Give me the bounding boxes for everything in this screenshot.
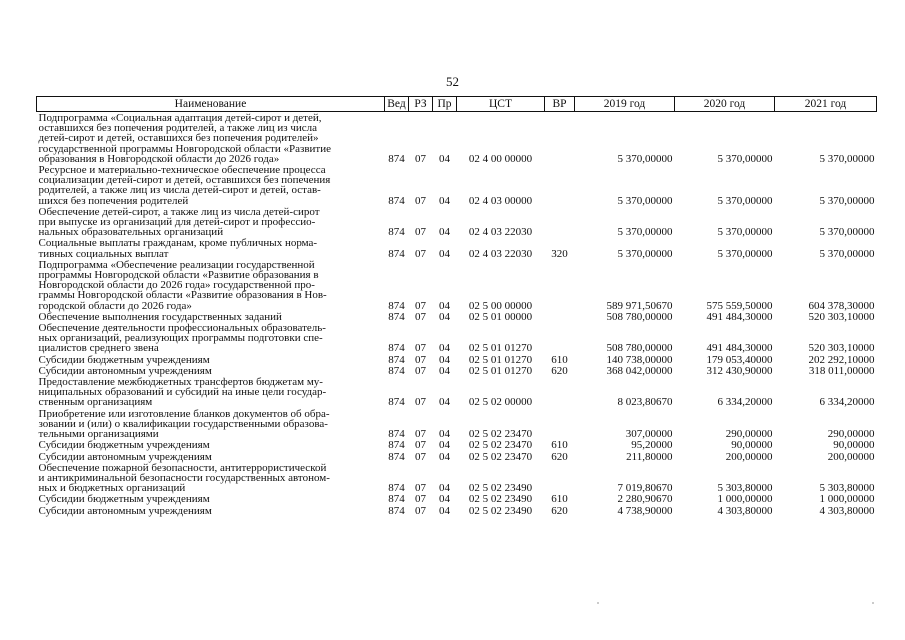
cell-2020: 5 303,80000	[717, 482, 773, 495]
cell-2021: 200,00000	[827, 450, 875, 463]
cell-2020: 5 370,00000	[717, 226, 773, 239]
header-vr: ВР	[545, 97, 575, 112]
page-number: 52	[446, 74, 459, 89]
cell-2020: 5 370,00000	[717, 194, 773, 207]
cell-cst: 02 4 03 22030	[468, 247, 533, 260]
cell-2019: 2 280,90670	[617, 493, 673, 506]
table-row	[37, 206, 877, 238]
cell-name	[37, 206, 385, 238]
cell-rz: 07	[415, 299, 426, 312]
cell-cst: 02 5 02 23490	[468, 493, 533, 506]
cell-rz: 07	[415, 353, 426, 366]
cell-2019: 5 370,00000	[617, 247, 673, 260]
cell-name-line: ственным организациям	[38, 396, 153, 409]
table-row	[37, 112, 877, 165]
cell-name	[37, 354, 385, 365]
cell-rz: 07	[415, 482, 426, 495]
cell-ved: 874	[388, 428, 405, 441]
cell-pr: 04	[439, 439, 450, 452]
cell-2019: 5 370,00000	[617, 194, 673, 207]
cell-name-line: Ресурсное и материально-техническое обеспечение процесса	[38, 164, 326, 177]
cell-cst: 02 5 01 01270	[468, 364, 533, 377]
cell-ved: 874	[388, 226, 405, 239]
cell-2021: 90,00000	[833, 439, 875, 452]
table-row	[37, 462, 877, 494]
cell-pr: 04	[439, 247, 450, 260]
cell-name-line: городской области до 2026 года»	[38, 299, 192, 312]
cell-name-line: Субсидии бюджетным учреждениям	[38, 439, 210, 452]
cell-pr: 04	[439, 342, 450, 355]
cell-vr: 610	[551, 353, 568, 366]
cell-vr	[545, 164, 575, 206]
cell-pr: 04	[439, 226, 450, 239]
cell-name-line: Субсидии автономным учреждениям	[38, 504, 212, 517]
cell-name-line: Субсидии бюджетным учреждениям	[38, 353, 210, 366]
cell-cst: 02 5 02 23470	[468, 450, 533, 463]
cell-rz: 07	[415, 342, 426, 355]
cell-vr	[545, 311, 575, 322]
cell-cst: 02 5 01 01270	[468, 353, 533, 366]
cell-cst: 02 5 01 01270	[468, 342, 533, 355]
budget-table	[36, 96, 877, 516]
cell-name	[37, 259, 385, 311]
cell-pr: 04	[439, 353, 450, 366]
cell-name-line: Приобретение или изготовление бланков документов об обра-	[38, 407, 330, 420]
cell-vr	[545, 462, 575, 494]
cell-name-line: граммы Новгородской области «Развитие образования в Нов-	[38, 289, 327, 302]
cell-pr: 04	[439, 364, 450, 377]
cell-name-line: шихся без попечения родителей	[38, 194, 189, 207]
cell-name	[37, 505, 385, 516]
cell-2020: 6 334,20000	[717, 396, 773, 409]
cell-rz: 07	[415, 439, 426, 452]
cell-name-line: Подпрограмма «Социальная адаптация детей-сирот и детей,	[38, 112, 322, 124]
cell-name-line: нальных образовательных организаций	[38, 226, 224, 239]
table-row	[37, 451, 877, 462]
cell-ved: 874	[388, 439, 405, 452]
cell-cst: 02 4 00 00000	[468, 152, 533, 165]
cell-cst: 02 5 02 00000	[468, 396, 533, 409]
cell-name	[37, 322, 385, 354]
cell-ved: 874	[388, 364, 405, 377]
cell-ved: 874	[388, 152, 405, 165]
cell-name	[37, 462, 385, 494]
cell-name-line: ных и бюджетных организаций	[38, 482, 186, 495]
cell-ved: 874	[388, 247, 405, 260]
cell-rz: 07	[415, 504, 426, 517]
cell-2019: 307,00000	[625, 428, 673, 441]
cell-name-line: Субсидии бюджетным учреждениям	[38, 493, 210, 506]
cell-name-line: образования в Новгородской области до 2026 года»	[38, 152, 280, 165]
cell-rz: 07	[415, 396, 426, 409]
scan-speck	[597, 602, 599, 604]
cell-2021: 202 292,10000	[808, 353, 875, 366]
cell-pr: 04	[439, 310, 450, 323]
cell-vr: 610	[551, 493, 568, 506]
cell-rz: 07	[415, 226, 426, 239]
cell-2019: 140 738,00000	[606, 353, 673, 366]
cell-2021: 520 303,10000	[808, 310, 875, 323]
cell-cst: 02 5 00 00000	[468, 299, 533, 312]
cell-name-line: Субсидии автономным учреждениям	[38, 450, 212, 463]
cell-name-line: родителей, а также лиц из числа детей-сирот и детей, остав-	[38, 184, 321, 197]
cell-rz: 07	[415, 428, 426, 441]
cell-2020: 5 370,00000	[717, 247, 773, 260]
cell-name	[37, 493, 385, 504]
cell-2020: 90,00000	[731, 439, 773, 452]
cell-vr: 620	[551, 504, 568, 517]
cell-pr: 04	[439, 194, 450, 207]
cell-vr: 620	[551, 450, 568, 463]
cell-vr: 320	[551, 247, 568, 260]
cell-2019: 95,20000	[631, 439, 673, 452]
cell-2021: 4 303,80000	[819, 504, 875, 517]
cell-pr: 04	[439, 396, 450, 409]
header-cst: ЦСТ	[457, 97, 545, 112]
cell-rz: 07	[415, 364, 426, 377]
cell-2020: 491 484,30000	[706, 342, 773, 355]
cell-cst: 02 5 01 00000	[468, 310, 533, 323]
cell-pr: 04	[439, 504, 450, 517]
cell-rz: 07	[415, 152, 426, 165]
table-row	[37, 259, 877, 311]
cell-2021: 6 334,20000	[819, 396, 875, 409]
cell-2019: 4 738,90000	[617, 504, 673, 517]
cell-name	[37, 439, 385, 450]
header-pr: Пр	[433, 97, 457, 112]
cell-vr	[545, 408, 575, 440]
cell-name-line: государственной программы Новгородской области «Развитие	[38, 142, 331, 155]
cell-ved: 874	[388, 299, 405, 312]
cell-2019: 589 971,50670	[606, 299, 673, 312]
cell-name-line: циалистов среднего звена	[38, 342, 159, 355]
cell-name	[37, 451, 385, 462]
cell-2019: 508 780,00000	[606, 342, 673, 355]
cell-2021: 520 303,10000	[808, 342, 875, 355]
cell-2019: 508 780,00000	[606, 310, 673, 323]
cell-2020: 491 484,30000	[706, 310, 773, 323]
table-row	[37, 505, 877, 516]
cell-rz: 07	[415, 194, 426, 207]
cell-ved: 874	[388, 482, 405, 495]
cell-pr: 04	[439, 493, 450, 506]
cell-ved: 874	[388, 342, 405, 355]
cell-name	[37, 311, 385, 322]
header-ved: Вед	[385, 97, 409, 112]
cell-2020: 575 559,50000	[706, 299, 773, 312]
cell-2021: 5 370,00000	[819, 152, 875, 165]
cell-name-line: детей-сирот и детей, оставшихся без попечения родителей»	[38, 132, 319, 145]
cell-ved: 874	[388, 310, 405, 323]
cell-2020: 290,00000	[725, 428, 773, 441]
cell-2019: 5 370,00000	[617, 152, 673, 165]
cell-2021: 1 000,00000	[819, 493, 875, 506]
cell-2020: 4 303,80000	[717, 504, 773, 517]
cell-2021: 604 378,30000	[808, 299, 875, 312]
cell-name-line: тивных социальных выплат	[38, 247, 169, 260]
cell-name-line: оставшихся без попечения родителей, а также лиц из числа	[38, 122, 318, 135]
cell-vr: 610	[551, 439, 568, 452]
cell-2021: 290,00000	[827, 428, 875, 441]
table-row	[37, 365, 877, 376]
cell-ved: 874	[388, 194, 405, 207]
cell-rz: 07	[415, 247, 426, 260]
header-2019: 2019 год	[575, 97, 675, 112]
cell-2019: 8 023,80670	[617, 396, 673, 409]
cell-cst: 02 4 03 00000	[468, 194, 533, 207]
cell-name-line: ных организаций, реализующих программы подготовки спе-	[38, 332, 323, 345]
cell-ved: 874	[388, 353, 405, 366]
cell-2019: 211,80000	[626, 450, 673, 463]
cell-ved: 874	[388, 504, 405, 517]
table-body	[37, 112, 877, 516]
header-name: Наименование	[37, 97, 385, 112]
cell-2019: 368 042,00000	[606, 364, 673, 377]
cell-name-line: Предоставление межбюджетных трансфертов бюджетам му-	[38, 376, 323, 389]
cell-rz: 07	[415, 450, 426, 463]
table-header-row	[37, 97, 877, 112]
cell-name-line: Обеспечение деятельности профессиональных образователь-	[38, 322, 326, 335]
cell-ved: 874	[388, 450, 405, 463]
cell-name-line: Подпрограмма «Обеспечение реализации государственной	[38, 258, 315, 271]
cell-name	[37, 365, 385, 376]
table-row	[37, 439, 877, 450]
cell-vr	[545, 259, 575, 311]
table-row	[37, 311, 877, 322]
cell-vr: 620	[551, 364, 568, 377]
cell-name	[37, 164, 385, 206]
cell-name	[37, 237, 385, 258]
cell-name	[37, 408, 385, 440]
table-row	[37, 493, 877, 504]
cell-2020: 1 000,00000	[717, 493, 773, 506]
cell-name-line: программы Новгородской области «Развитие образования в	[38, 269, 319, 282]
cell-pr: 04	[439, 482, 450, 495]
header-rz: РЗ	[409, 97, 433, 112]
cell-2021: 5 370,00000	[819, 194, 875, 207]
cell-pr: 04	[439, 299, 450, 312]
cell-name-line: при выпуске из организаций для детей-сирот и профессио-	[38, 216, 316, 229]
cell-cst: 02 5 02 23470	[468, 428, 533, 441]
cell-cst: 02 5 02 23470	[468, 439, 533, 452]
cell-2020: 179 053,40000	[706, 353, 773, 366]
table-row	[37, 237, 877, 258]
cell-vr	[545, 112, 575, 165]
scan-speck	[872, 602, 874, 604]
cell-2021: 5 370,00000	[819, 226, 875, 239]
header-2021: 2021 год	[775, 97, 877, 112]
cell-name-line: Субсидии автономным учреждениям	[38, 364, 212, 377]
cell-pr: 04	[439, 450, 450, 463]
cell-cst: 02 5 02 23490	[468, 482, 533, 495]
cell-vr	[545, 322, 575, 354]
cell-cst: 02 4 03 22030	[468, 226, 533, 239]
cell-cst: 02 5 02 23490	[468, 504, 533, 517]
cell-2021: 5 370,00000	[819, 247, 875, 260]
cell-vr	[545, 206, 575, 238]
cell-name-line: Новгородской области до 2026 года» государственной про-	[38, 279, 315, 292]
cell-name	[37, 112, 385, 165]
cell-ved: 874	[388, 396, 405, 409]
table-row	[37, 376, 877, 408]
table-row	[37, 408, 877, 440]
cell-2020: 200,00000	[725, 450, 773, 463]
cell-name	[37, 376, 385, 408]
table-row	[37, 354, 877, 365]
cell-vr	[545, 376, 575, 408]
cell-rz: 07	[415, 493, 426, 506]
cell-2021: 5 303,80000	[819, 482, 875, 495]
cell-name-line: и антикриминальной безопасности государственных автоном-	[38, 471, 330, 484]
cell-ved: 874	[388, 493, 405, 506]
cell-pr: 04	[439, 152, 450, 165]
header-2020: 2020 год	[675, 97, 775, 112]
table-row	[37, 322, 877, 354]
cell-2020: 312 430,90000	[706, 364, 773, 377]
cell-name-line: Обеспечение детей-сирот, а также лиц из числа детей-сирот	[38, 205, 320, 218]
cell-name-line: ниципальных образований и субсидий на иные цели государ-	[38, 386, 327, 399]
table-row	[37, 164, 877, 206]
cell-pr: 04	[439, 428, 450, 441]
cell-2020: 5 370,00000	[717, 152, 773, 165]
cell-name-line: тельными организациями	[38, 428, 159, 441]
cell-2019: 7 019,80670	[617, 482, 673, 495]
cell-name-line: Обеспечение выполнения государственных заданий	[38, 310, 282, 323]
cell-2021: 318 011,00000	[808, 364, 875, 377]
cell-rz: 07	[415, 310, 426, 323]
cell-name-line: Социальные выплаты гражданам, кроме публичных норма-	[38, 237, 318, 250]
cell-name-line: зовании и (или) о квалификации государственными образова-	[38, 417, 328, 430]
cell-name-line: Обеспечение пожарной безопасности, антитеррористической	[38, 461, 327, 474]
cell-name-line: социализации детей-сирот и детей, оставшихся без попечения	[38, 174, 331, 187]
cell-2019: 5 370,00000	[617, 226, 673, 239]
